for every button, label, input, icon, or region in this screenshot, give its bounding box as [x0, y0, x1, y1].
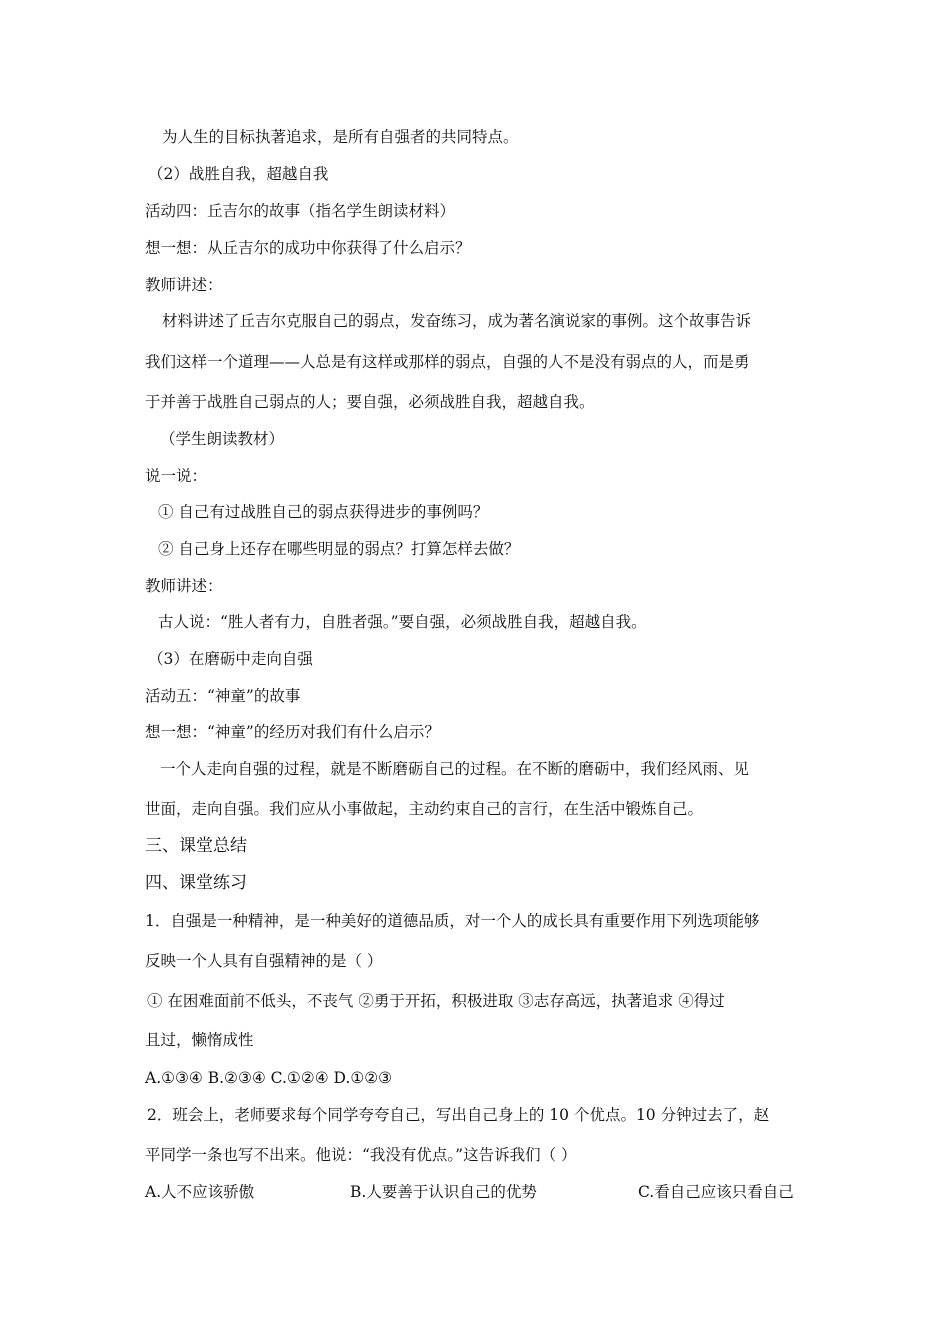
paragraph-line: 世面，走向自强。我们应从小事做起，主动约束自己的言行，在生活中锻炼自己。	[145, 800, 704, 818]
think-prompt: 想一想：“神童”的经历对我们有什么启示？	[145, 723, 440, 741]
answer-option-a: A.人不应该骄傲	[145, 1183, 255, 1201]
paragraph-line: 于并善于战胜自己弱点的人；要自强，必须战胜自我，超越自我。	[145, 393, 595, 411]
answer-option-c: C.看自己应该只看自己	[638, 1183, 794, 1201]
section-subheading: （3）在磨砺中走向自强	[148, 650, 313, 668]
teacher-label: 教师讲述：	[145, 577, 223, 595]
say-prompt: 说一说：	[145, 467, 208, 485]
think-prompt: 想一想：从丘吉尔的成功中你获得了什么启示？	[145, 239, 471, 257]
answer-options: A.①③④ B.②③④ C.①②④ D.①②③	[145, 1069, 393, 1087]
paragraph-line: 我们这样一个道理——人总是有这样或那样的弱点，自强的人不是没有弱点的人，而是勇	[145, 353, 750, 371]
list-item: ② 自己身上还存在哪些明显的弱点？打算怎样去做？	[158, 540, 520, 558]
activity-title: 活动五：“神童”的故事	[145, 687, 301, 705]
activity-title: 活动四：丘吉尔的故事（指名学生朗读材料）	[145, 202, 456, 220]
choices-line: 且过，懒惰成性	[145, 1031, 254, 1049]
choices-line: ① 在困难面前不低头，不丧气 ②勇于开拓，积极进取 ③志存高远，执著追求 ④得过	[147, 992, 725, 1010]
paragraph-line: （学生朗读教材）	[160, 430, 285, 448]
question-line: 平同学一条也写不出来。他说：“我没有优点。”这告诉我们（ ）	[145, 1146, 577, 1164]
question-line: 1．自强是一种精神，是一种美好的道德品质，对一个人的成长具有重要作用下列选项能够	[145, 912, 760, 930]
section-heading: 三、课堂总结	[145, 836, 247, 856]
paragraph-line: 材料讲述了丘吉尔克服自己的弱点，发奋练习，成为著名演说家的事例。这个故事告诉	[162, 312, 752, 330]
question-line: 反映一个人具有自强精神的是（ ）	[145, 952, 383, 970]
teacher-label: 教师讲述：	[145, 276, 223, 294]
section-heading: 四、课堂练习	[145, 873, 247, 893]
paragraph-line: 一个人走向自强的过程，就是不断磨砺自己的过程。在不断的磨砺中，我们经风雨、见	[160, 760, 750, 778]
paragraph-line: 为人生的目标执著追求，是所有自强者的共同特点。	[162, 128, 519, 146]
answer-option-b: B.人要善于认识自己的优势	[350, 1183, 537, 1201]
list-item: ① 自己有过战胜自己的弱点获得进步的事例吗？	[158, 503, 489, 521]
section-subheading: （2）战胜自我，超越自我	[148, 165, 329, 183]
question-line: 2．班会上，老师要求每个同学夸夸自己，写出自己身上的 10 个优点。10 分钟过去了，赵	[147, 1106, 770, 1124]
paragraph-line: 古人说：“胜人者有力，自胜者强。”要自强，必须战胜自我，超越自我。	[158, 613, 647, 631]
